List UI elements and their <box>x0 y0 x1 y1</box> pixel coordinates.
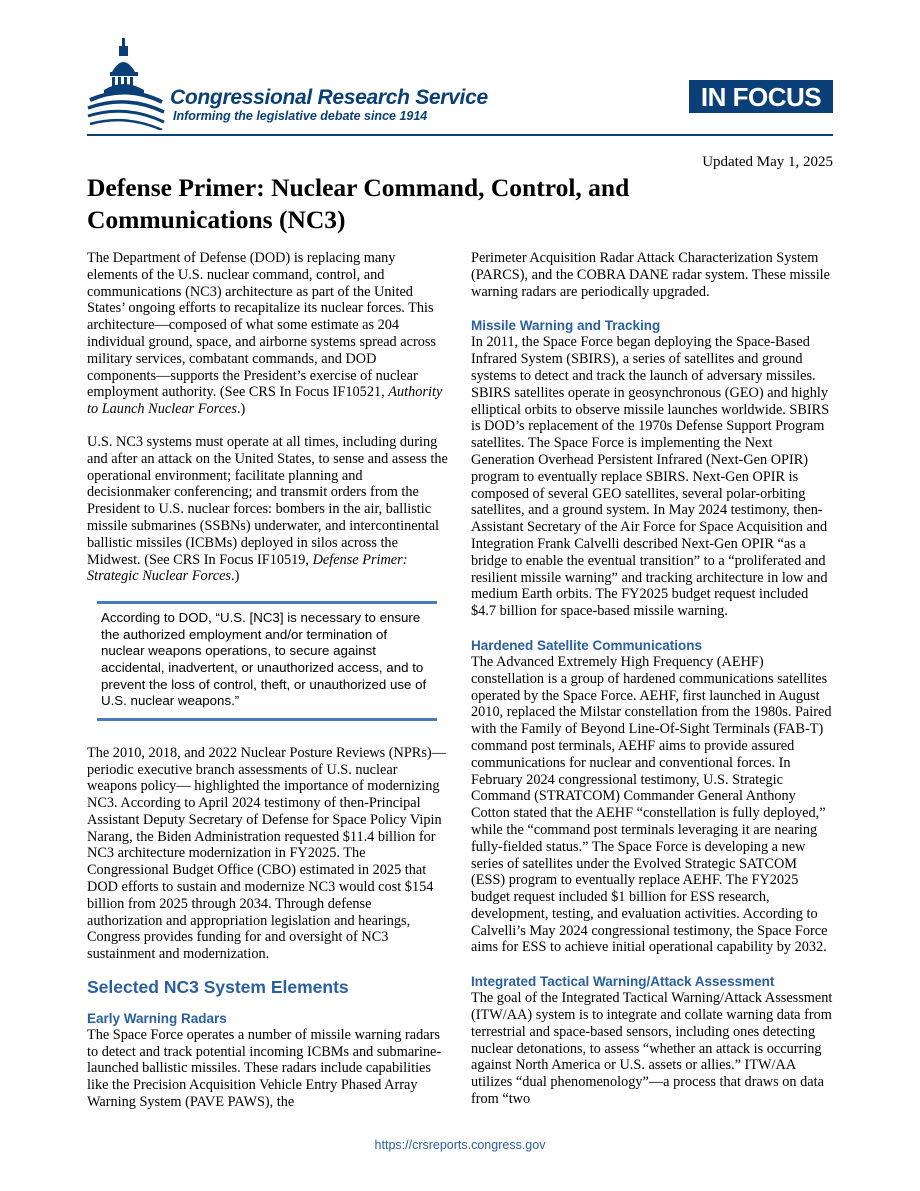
updated-date: Updated May 1, 2025 <box>702 154 833 170</box>
page-title: Defense Primer: Nuclear Command, Control, and Communications (NC3) <box>87 173 630 234</box>
callout-box <box>87 601 449 721</box>
subheading-early-warning-radars: Early Warning Radars <box>87 1010 227 1026</box>
requirements-cited-title: Defense Primer: Strategic Nuclear Forces <box>87 551 408 585</box>
left-column <box>87 250 449 1127</box>
subheading-hardened-satcom: Hardened Satellite Communications <box>471 637 703 653</box>
subheading-itw-aa: Integrated Tactical Warning/Attack Assessment <box>471 974 775 990</box>
intro-end: .) <box>236 401 246 418</box>
radars-continued-paragraph: Perimeter Acquisition Radar Attack Characterization System (PARCS), and the COBRA DANE radar system. These missile warning radars are periodically upgraded. <box>471 250 830 300</box>
right-column <box>471 250 833 1124</box>
requirements-paragraph <box>87 434 449 585</box>
requirements-text: U.S. NC3 systems must operate at all times, including during and after an attack on the United States, to sense and assess the operational environment; facilitate planning and decisionmaker conferencing; and transmit orders from the President to U.S. nuclear forces: bombers in the air, ballistic missile submarines (SSBNs) underwater, and intercontinental ballistic missiles (ICBMs) deployed in silos across the Midwest. (See CRS In Focus IF10519, <box>87 433 448 568</box>
npr-paragraph: The 2010, 2018, and 2022 Nuclear Posture Reviews (NPRs)—periodic executive branch assessments of U.S. nuclear weapons policy— highlighted the importance of modernizing NC3. According to April 2024 testimony of then-Principal Assistant Deputy Secretary of Defense for Space Policy Vipin Narang, the Biden Administration requested $11.4 billion for NC3 architecture modernization in FY2025. The Congressional Budget Office (CBO) estimated in 2025 that DOD efforts to sustain and modernize NC3 would cost $154 billion from 2025 through 2034. Through defense authorization and appropriation legislation and hearings, Congress provides funding for and oversight of NC3 sustainment and modernization. <box>87 744 446 963</box>
capitol-dome-logo-icon <box>86 38 166 130</box>
intro-cited-title: Authority to Launch Nuclear Forces <box>87 384 443 418</box>
requirements-end: .) <box>231 568 240 585</box>
itw-aa-paragraph: The goal of the Integrated Tactical Warning/Attack Assessment (ITW/AA) system is to integrate and collate warning data from terrestrial and space-based sensors, including ones detecting nuclear detonations, to assess “whether an attack is occurring against North America or U.S. assets or allies.” ITW/AA utilizes “dual phenomenology”—a process that draws on data from “two <box>471 990 833 1108</box>
in-focus-badge: IN FOCUS <box>689 80 833 113</box>
radars-paragraph: The Space Force operates a number of missile warning radars to detect and track potential incoming ICBMs and submarine-launched ballistic missiles. These radars include capabilities like the Precision Acquisition Vehicle Entry Phased Array Warning System (PAVE PAWS), the <box>87 1026 442 1111</box>
intro-text: The Department of Defense (DOD) is replacing many elements of the U.S. nuclear command, control, and communications (NC3) architecture as part of the United States’ ongoing efforts to recapitalize its nuclear forces. This architecture—composed of what some estimate as 204 individual ground, space, and airborne systems spread across military services, combatant commands, and DOD components—supports the President’s exercise of nuclear employment authority. (See CRS In Focus IF10521, <box>87 250 436 401</box>
section-heading-system-elements: Selected NC3 System Elements <box>87 977 349 998</box>
intro-paragraph <box>87 250 449 418</box>
satcom-paragraph: The Advanced Extremely High Frequency (AEHF) constellation is a group of hardened communications satellites operated by the Space Force. AEHF, first launched in August 2010, replaced the Milstar constellation from the 1980s. Paired with the Family of Beyond Line-Of-Sight Terminals (FAB-T) command post terminals, AEHF aims to provide assured communications for nuclear and conventional forces. In February 2024 congressional testimony, U.S. Strategic Command (STRATCOM) Commander General Anthony Cotton stated that the AEHF “constellation is fully deployed,” while the “command post terminals leveraging it are nearing fully-fielded status.” The Space Force is developing a new series of satellites under the Evolved Strategic SATCOM (ESS) program to eventually replace AEHF. The FY2025 budget request included $1 billion for ESS research, development, testing, and evaluation activities. According to Calvelli’s May 2024 congressional testimony, the Space Force aims for ESS to achieve initial operational capability by 2032. <box>471 653 832 956</box>
missile-warning-paragraph: In 2011, the Space Force began deploying the Space-Based Infrared System (SBIRS), a series of satellites and ground systems to detect and track the launch of adversary missiles. SBIRS satellites operate in geosynchronous (GEO) and highly elliptical orbits to observe missile launches worldwide. SBIRS is DOD’s replacement of the 1970s Defense Support Program satellites. The Space Force is implementing the Next Generation Overhead Persistent Infrared (Next-Gen OPIR) program to eventually replace SBIRS. Next-Gen OPIR is composed of several GEO satellites, several polar-orbiting satellites, and a ground system. In May 2024 testimony, then-Assistant Secretary of the Air Force for Space Acquisition and Integration Frank Calvelli described Next-Gen OPIR “as a bridge to enable the eventual transition” to a “proliferated and resilient missile warning” and tracking architecture in low and medium Earth orbits. The FY2025 budget request included $4.7 billion for space-based missile warning. <box>471 334 830 620</box>
org-tagline: Informing the legislative debate since 1914 <box>173 109 428 123</box>
footer-url-link[interactable]: https://crsreports.congress.gov <box>374 1138 546 1152</box>
page-header <box>0 0 920 140</box>
header-divider <box>87 134 833 136</box>
subheading-missile-warning: Missile Warning and Tracking <box>471 318 661 334</box>
org-name: Congressional Research Service <box>170 86 488 109</box>
dod-quote-callout: According to DOD, “U.S. [NC3] is necessary to ensure the authorized employment and/or termination of nuclear weapons operations, to secure against accidental, inadvertent, or unauthorized access, and to prevent the loss of control, theft, or unauthorized use of U.S. nuclear weapons.” <box>97 601 437 721</box>
